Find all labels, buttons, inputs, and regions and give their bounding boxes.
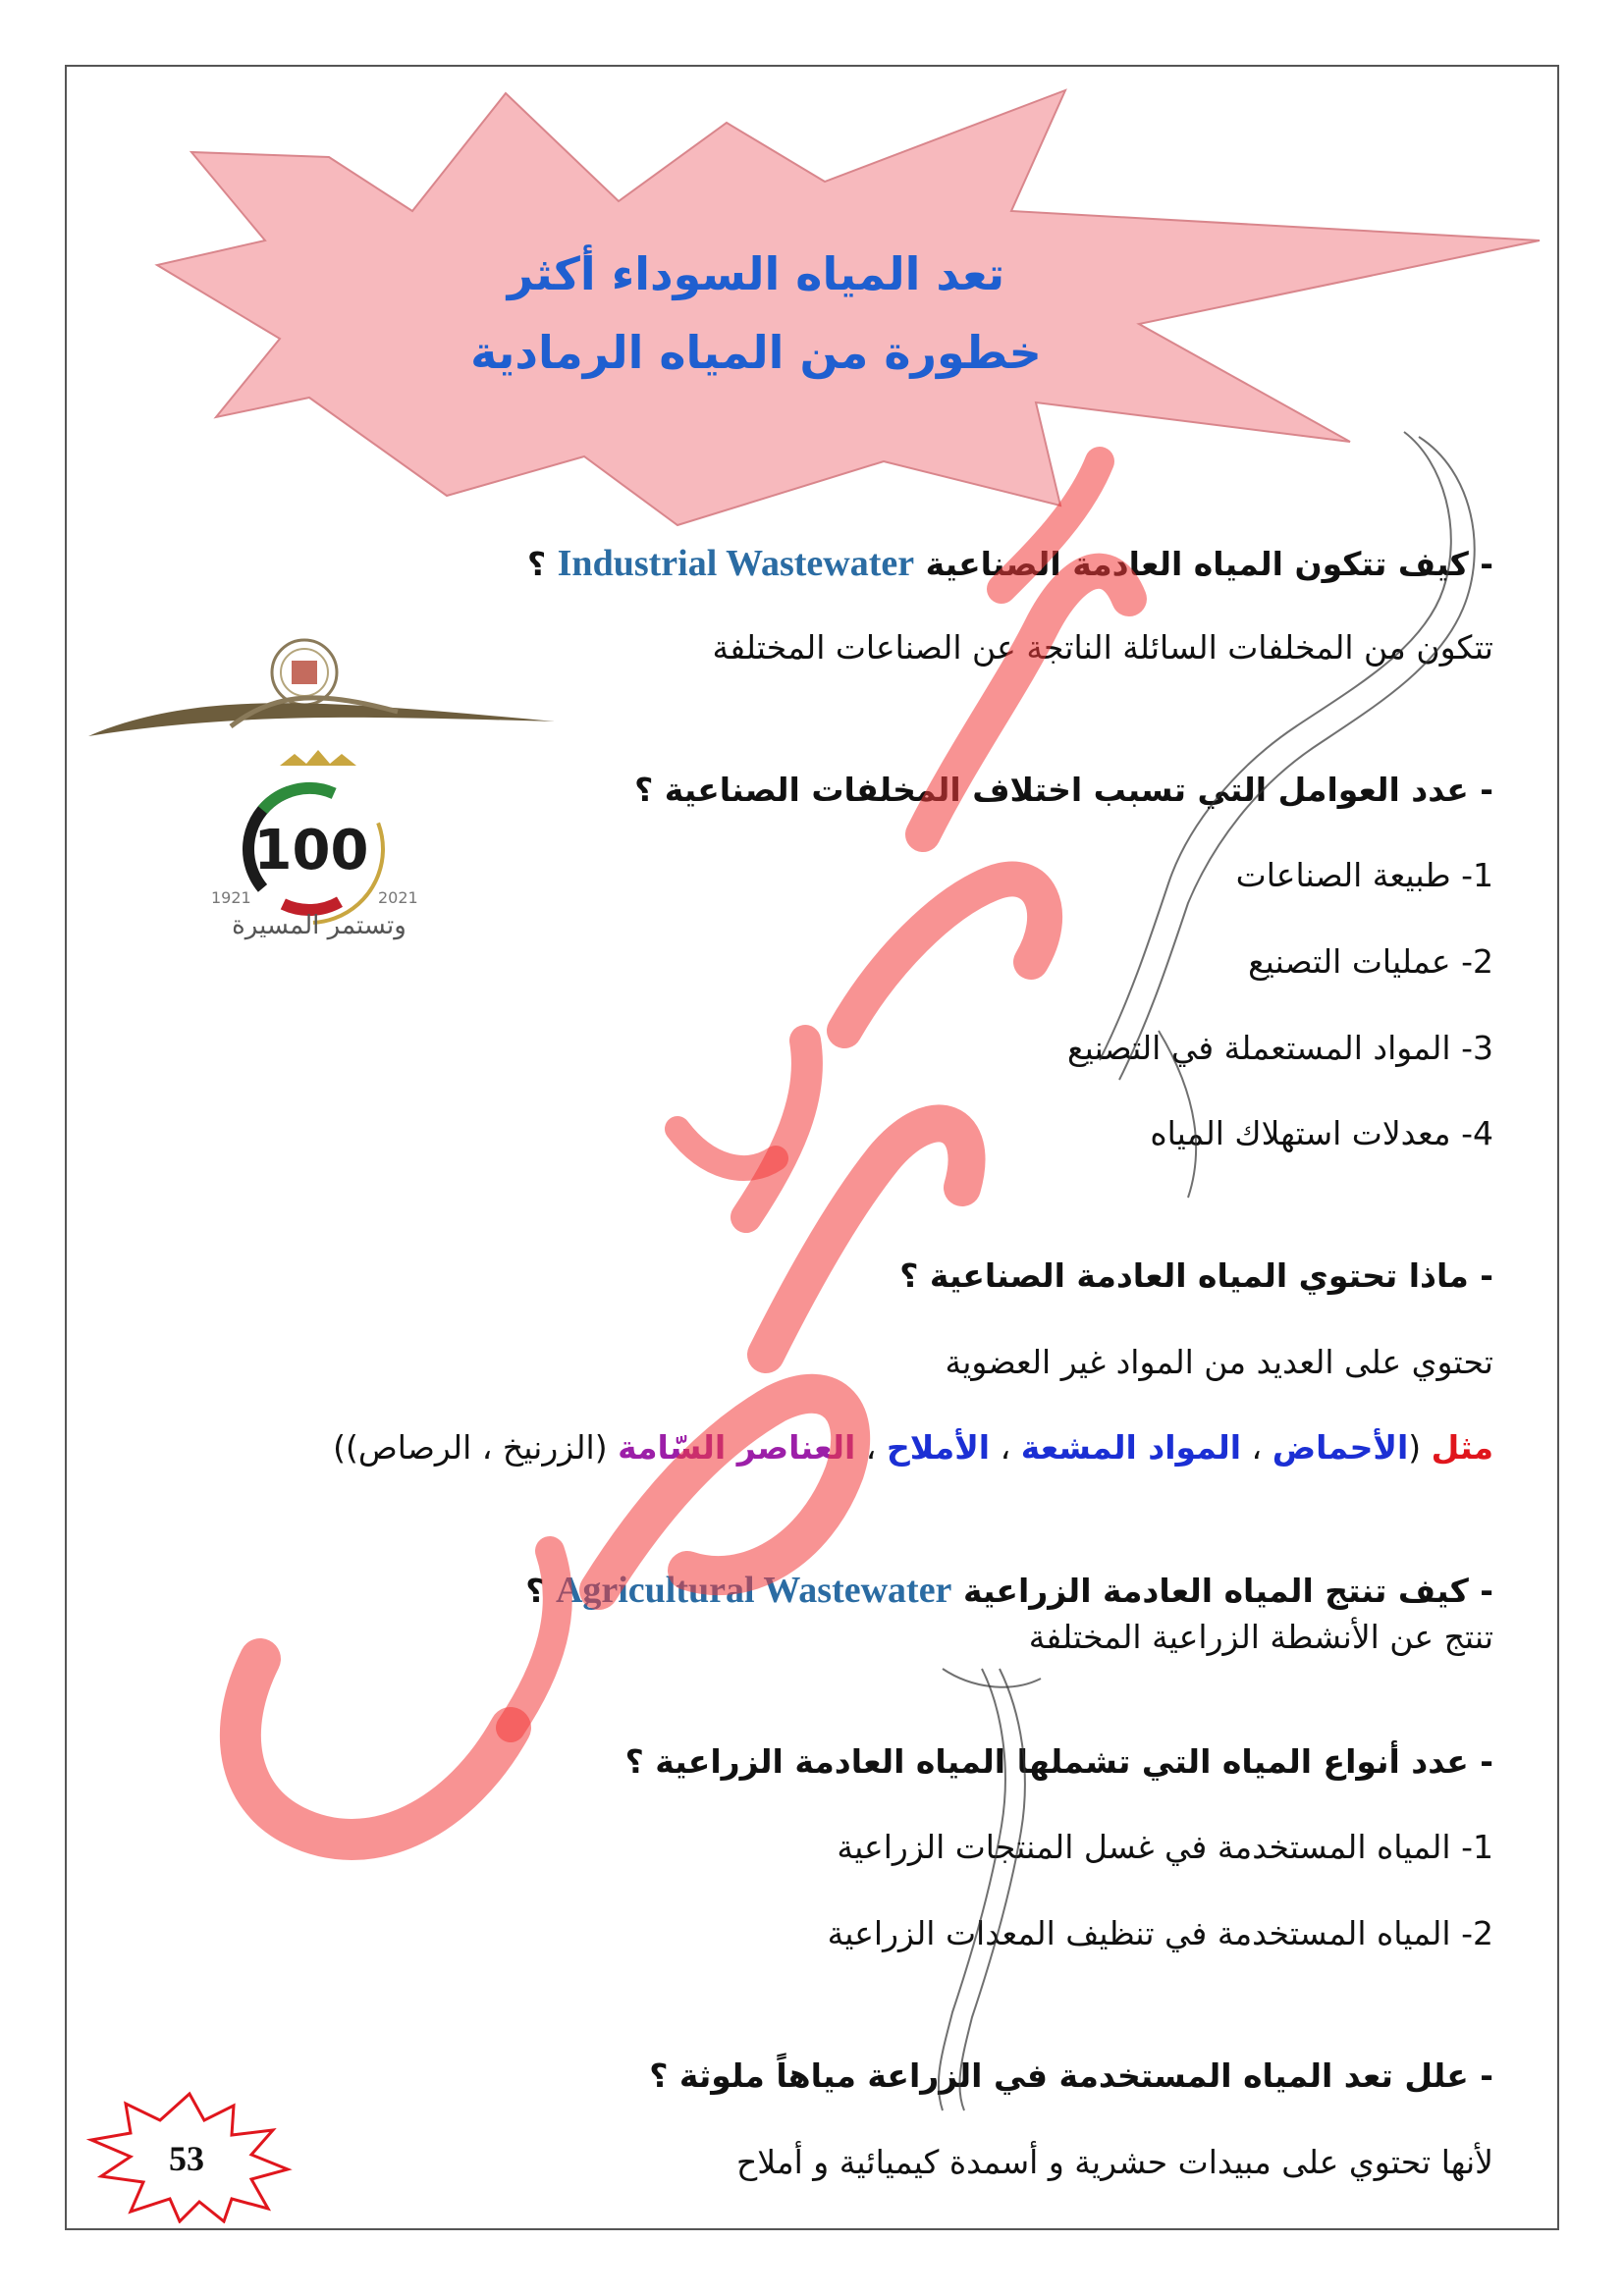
list-item: 3- المواد المستعملة في التصنيع [1067, 1029, 1493, 1067]
list-item: 1- طبيعة الصناعات [1235, 856, 1493, 894]
banner-line-2: خطورة من المياه الرمادية [470, 326, 1042, 379]
example-item: المواد المشعة [1020, 1428, 1242, 1467]
question-mark: ؟ [525, 1572, 545, 1610]
answer-polluted: لأنها تحتوي على مبيدات حشرية و أسمدة كيميائية و أملاح [735, 2143, 1493, 2181]
question-factors: - عدد العوامل التي تسبب اختلاف المخلفات الصناعية ؟ [634, 771, 1493, 809]
logo-number: 100 [253, 819, 369, 882]
example-subitems: (الزرنيخ ، الرصاص)) [333, 1428, 608, 1467]
page-number: 53 [169, 2139, 204, 2178]
banner-line-1: تعد المياه السوداء أكثر [507, 247, 1005, 300]
list-item: 2- عمليات التصنيع [1248, 942, 1493, 981]
example-item: الأملاح [886, 1428, 991, 1467]
list-item: 4- معدلات استهلاك المياه [1150, 1114, 1493, 1152]
answer-agricultural: تنتج عن الأنشطة الزراعية المختلفة [1028, 1618, 1493, 1656]
english-term: Agricultural Wastewater [555, 1570, 952, 1611]
centenary-logo [83, 628, 574, 933]
question-prefix: - كيف تتكون المياه العادمة الصناعية [925, 545, 1493, 583]
question-mark: ؟ [526, 545, 547, 583]
list-item: 1- المياه المستخدمة في غسل المنتجات الزراعية [837, 1828, 1493, 1866]
list-item: 2- المياه المستخدمة في تنظيف المعدات الزراعية [827, 1914, 1493, 1952]
english-term: Industrial Wastewater [557, 543, 915, 584]
example-label: مثل [1431, 1428, 1493, 1467]
example-line: مثل (الأحماض ، المواد المشعة ، الأملاح ، العناصر السّامة (الزرنيخ ، الرصاص)) [333, 1428, 1493, 1467]
logo-caption: وتستمر المسيرة [232, 911, 406, 940]
answer-industrial: تتكون من المخلفات السائلة الناتجة عن الصناعات المختلفة [712, 628, 1493, 667]
example-item: الأحماض [1272, 1428, 1409, 1467]
logo-year-left: 1921 [211, 888, 251, 907]
question-types: - عدد أنواع المياه التي تشملها المياه العادمة الزراعية ؟ [624, 1742, 1493, 1781]
question-agricultural [525, 1569, 1493, 1612]
question-prefix: - كيف تنتج المياه العادمة الزراعية [962, 1572, 1493, 1610]
logo-year-right: 2021 [378, 888, 418, 907]
question-industrial [527, 542, 1493, 585]
question-contents: - ماذا تحتوي المياه العادمة الصناعية ؟ [899, 1256, 1493, 1295]
answer-contents: تحتوي على العديد من المواد غير العضوية [945, 1343, 1493, 1381]
question-polluted: - علل تعد المياه المستخدمة في الزراعة مياهاً ملوثة ؟ [649, 2056, 1493, 2095]
example-item: العناصر السّامة [618, 1428, 856, 1467]
